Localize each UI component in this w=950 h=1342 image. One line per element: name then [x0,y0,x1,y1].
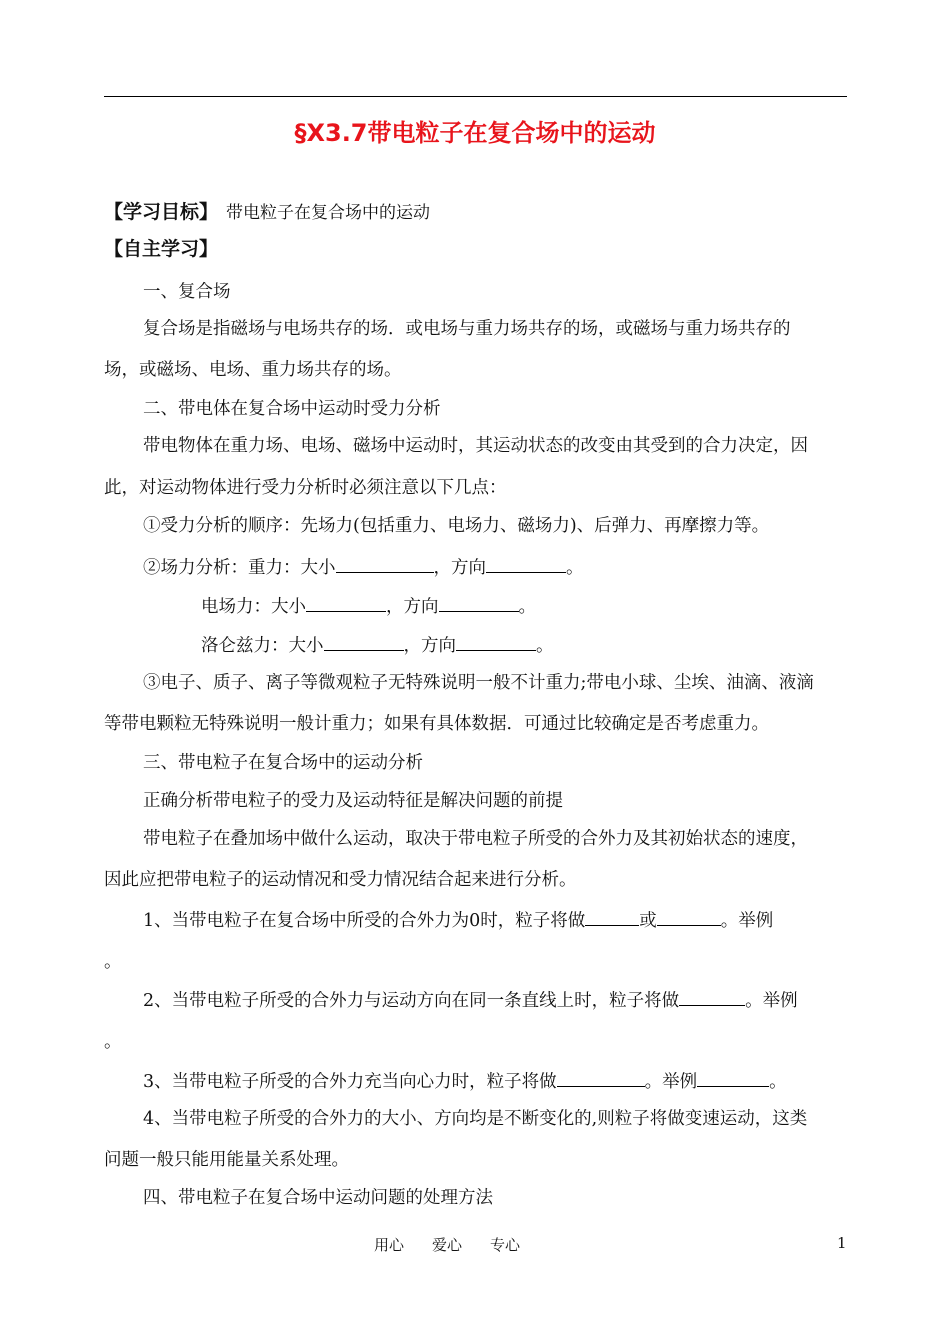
period: 。 [769,1072,787,1092]
section-3-paragraph-2-line1: 带电粒子在叠加场中做什么运动，取决于带电粒子所受的合外力及其初始状态的速度， [143,829,808,849]
question-1 [143,907,773,933]
period: 。 [566,558,584,578]
question-2-end: 。 [104,1032,122,1052]
section-2-paragraph-line1: 带电物体在重力场、电场、磁场中运动时，其运动状态的改变由其受到的合力决定，因 [143,436,808,456]
gravity-magnitude-blank[interactable] [336,554,434,573]
section-1-heading: 一、复合场 [143,282,231,302]
self-study-heading [104,237,218,262]
question-1-blank-a[interactable] [585,907,639,926]
lorentz-direction-label: ，方向 [403,636,456,656]
question-1-end: 。 [104,952,122,972]
question-1-or: 或 [639,911,657,931]
self-study-label: 【自主学习】 [104,238,219,260]
lorentz-force-line [201,632,554,658]
learning-goal [104,200,430,225]
question-1-blank-b[interactable] [657,907,721,926]
learning-goal-text: 带电粒子在复合场中的运动 [226,203,431,223]
header-rule [104,96,847,97]
question-2-blank[interactable] [679,987,745,1006]
question-3-example-label: 。举例 [644,1072,698,1092]
section-1-paragraph-line1: 复合场是指磁场与电场共存的场．或电场与重力场共存的场，或磁场与重力场共存的 [143,319,791,339]
electric-direction-blank[interactable] [439,593,519,612]
learning-goal-label: 【学习目标】 [104,201,219,223]
section-2-item-3-line2: 等带电颗粒无特殊说明一般计重力；如果有具体数据．可通过比较确定是否考虑重力。 [104,714,769,734]
electric-direction-label: ，方向 [386,597,439,617]
section-2-paragraph-line2: 此，对运动物体进行受力分析时必须注意以下几点： [104,478,507,498]
electric-force-line [201,593,536,619]
section-3-paragraph-2-line2: 因此应把带电粒子的运动情况和受力情况结合起来进行分析。 [104,870,577,890]
gravity-label: ②场力分析：重力：大小 [143,558,336,578]
question-2 [143,987,798,1013]
question-4-line1: 4、当带电粒子所受的合外力的大小、方向均是不断变化的,则粒子将做变速运动，这类 [143,1109,808,1129]
section-3-paragraph-1: 正确分析带电粒子的受力及运动特征是解决问题的前提 [143,791,563,811]
page-number: 1 [837,1234,847,1252]
section-1-paragraph-line2: 场，或磁场、电场、重力场共存的场。 [104,360,402,380]
question-3-blank-b[interactable] [697,1068,769,1087]
period: 。 [518,597,536,617]
footer-word-3: 专心 [490,1236,521,1254]
section-4-heading: 四、带电粒子在复合场中运动问题的处理方法 [143,1188,493,1208]
footer-motto [374,1234,548,1255]
gravity-direction-blank[interactable] [486,554,566,573]
question-1-example-label: 。举例 [720,911,774,931]
electric-magnitude-blank[interactable] [306,593,386,612]
question-4-line2: 问题一般只能用能量关系处理。 [104,1150,349,1170]
page-title: §X3.7带电粒子在复合场中的运动 [294,119,656,147]
section-2-item-3-line1: ③电子、质子、离子等微观粒子无特殊说明一般不计重力;带电小球、尘埃、油滴、液滴 [143,673,814,693]
question-2-text: 2、当带电粒子所受的合外力与运动方向在同一条直线上时，粒子将做 [143,991,680,1011]
question-3-blank-a[interactable] [557,1068,645,1087]
lorentz-magnitude-blank[interactable] [324,632,404,651]
electric-force-label: 电场力：大小 [201,597,306,617]
question-3-text: 3、当带电粒子所受的合外力充当向心力时，粒子将做 [143,1072,557,1092]
question-2-example-label: 。举例 [745,991,798,1011]
section-2-item-1: ①受力分析的顺序：先场力(包括重力、电场力、磁场力)、后弹力、再摩擦力等。 [143,516,770,536]
section-2-heading: 二、带电体在复合场中运动时受力分析 [143,399,441,419]
question-3 [143,1068,787,1094]
section-3-heading: 三、带电粒子在复合场中的运动分析 [143,753,423,773]
footer-word-2: 爱心 [432,1236,463,1254]
footer-word-1: 用心 [374,1236,405,1254]
period: 。 [536,636,554,656]
question-1-text: 1、当带电粒子在复合场中所受的合外力为0时，粒子将做 [143,911,586,931]
lorentz-direction-blank[interactable] [456,632,536,651]
section-2-item-2 [143,554,584,580]
lorentz-force-label: 洛仑兹力：大小 [201,636,324,656]
gravity-direction-label: ，方向 [433,558,486,578]
